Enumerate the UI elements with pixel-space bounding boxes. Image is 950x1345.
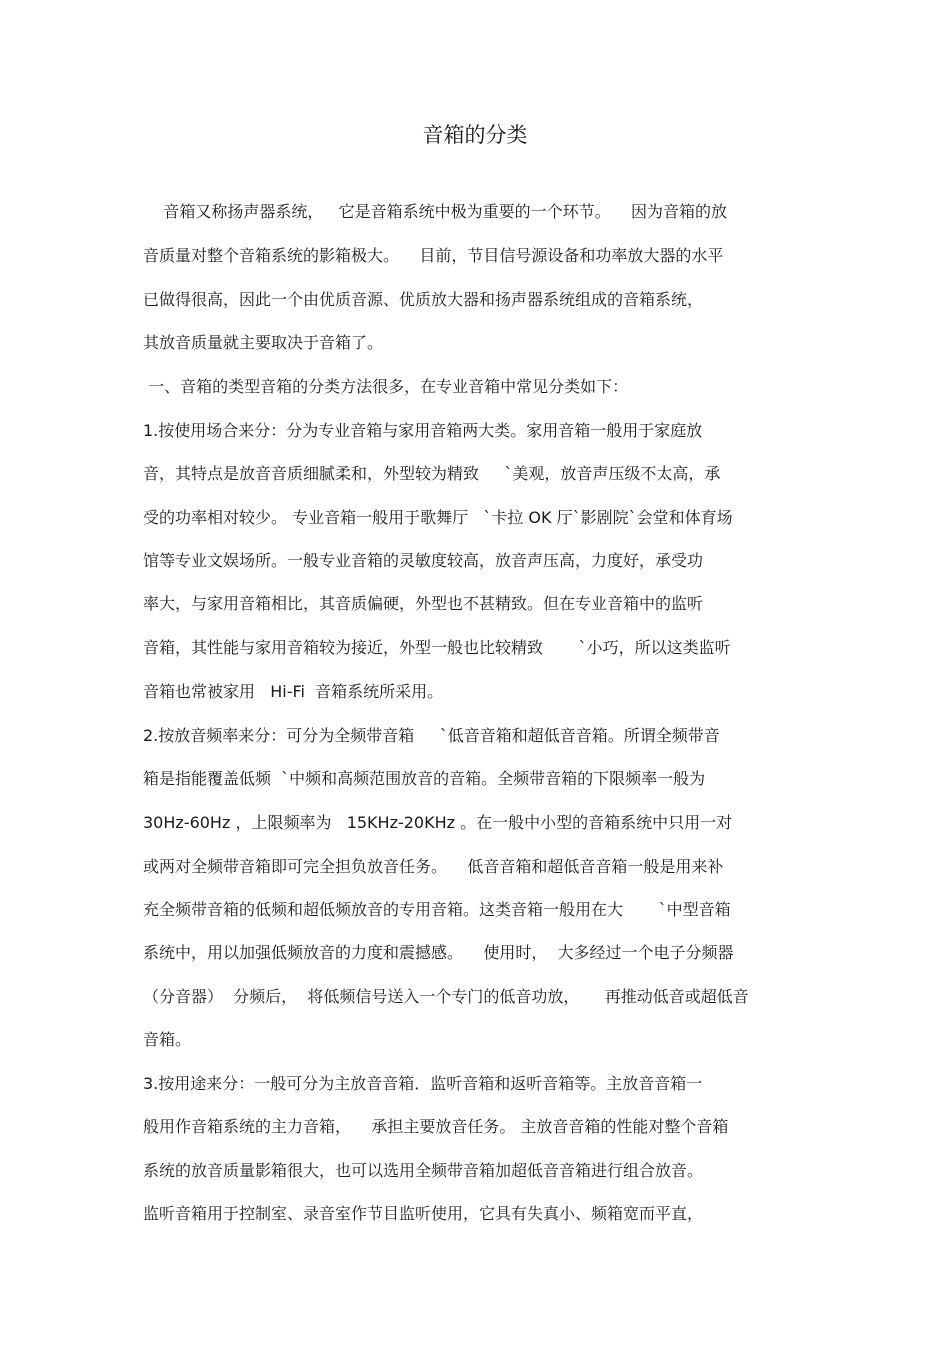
text-line: 音质量对整个音箱系统的影箱极大。 目前，节目信号源设备和功率放大器的水平 <box>143 246 724 265</box>
text-line: 2.按放音频率来分：可分为全频带音箱 `低音音箱和超低音音箱。所谓全频带音 <box>143 726 720 745</box>
text-line: 音箱又称扬声器系统， 它是音箱系统中极为重要的一个环节。 因为音箱的放 <box>143 202 727 221</box>
text-line: 3.按用途来分：一般可分为主放音音箱．监听音箱和返听音箱等。主放音音箱一 <box>143 1074 703 1093</box>
text-line: 音箱也常被家用 Hi-Fi 音箱系统所采用。 <box>143 682 444 701</box>
text-line: 馆等专业文娱场所。一般专业音箱的灵敏度较高，放音声压高，力度好，承受功 <box>143 551 704 570</box>
text-line: 30Hz-60Hz ，上限频率为 15KHz-20KHz 。在一般中小型的音箱系统中只用一对 <box>143 813 733 832</box>
text-line: 音箱，其性能与家用音箱较为接近，外型一般也比较精致 `小巧，所以这类监听 <box>143 638 731 657</box>
text-line: 或两对全频带音箱即可完全担负放音任务。 低音音箱和超低音音箱一般是用来补 <box>143 857 724 876</box>
text-line: 箱是指能覆盖低频 `中频和高频范围放音的音箱。全频带音箱的下限频率一般为 <box>143 769 706 788</box>
text-line: 率大，与家用音箱相比，其音质偏硬，外型也不甚精致。但在专业音箱中的监听 <box>143 594 704 613</box>
text-line: 系统的放音质量影箱很大，也可以选用全频带音箱加超低音音箱进行组合放音。 <box>143 1161 704 1180</box>
text-line: 受的功率相对较少。 专业音箱一般用于歌舞厅 `卡拉 OK 厅`影剧院`会堂和体育场 <box>143 508 733 527</box>
document-title: 音箱的分类 <box>422 123 528 147</box>
text-line: 已做得很高，因此一个由优质音源、优质放大器和扬声器系统组成的音箱系统， <box>143 290 704 309</box>
text-line: 系统中，用以加强低频放音的力度和震撼感。 使用时， 大多经过一个电子分频器 <box>143 943 734 962</box>
text-line: 充全频带音箱的低频和超低频放音的专用音箱。这类音箱一般用在大 `中型音箱 <box>143 900 731 919</box>
text-line: 音，其特点是放音音质细腻柔和，外型较为精致 `美观，放音声压级不太高，承 <box>143 464 721 483</box>
text-line: 1.按使用场合来分：分为专业音箱与家用音箱两大类。家用音箱一般用于家庭放 <box>143 421 703 440</box>
text-line: 一、音箱的类型音箱的分类方法很多，在专业音箱中常见分类如下： <box>143 377 629 396</box>
text-line: 音箱。 <box>143 1030 192 1049</box>
text-line: （分音器） 分频后， 将低频信号送入一个专门的低音功放， 再推动低音或超低音 <box>143 987 749 1006</box>
text-line: 其放音质量就主要取决于音箱了。 <box>143 333 384 352</box>
text-line: 般用作音箱系统的主力音箱， 承担主要放音任务。 主放音音箱的性能对整个音箱 <box>143 1117 729 1136</box>
text-line: 监听音箱用于控制室、录音室作节目监听使用，它具有失真小、频箱宽而平直， <box>143 1204 704 1223</box>
